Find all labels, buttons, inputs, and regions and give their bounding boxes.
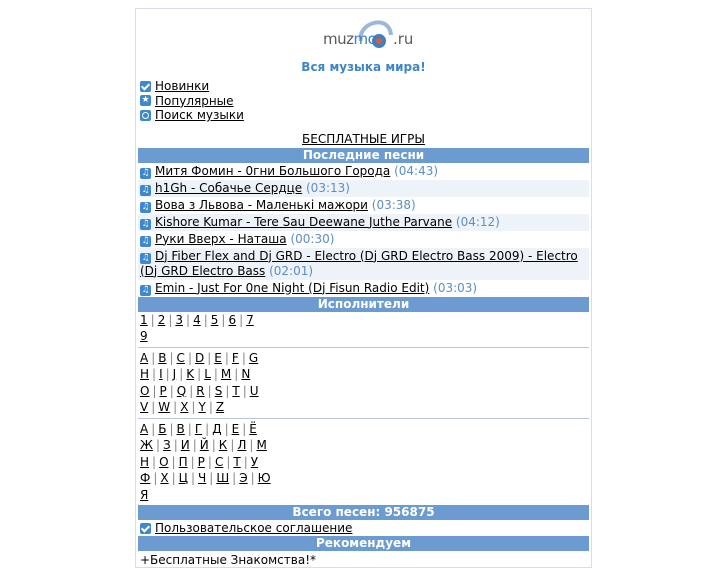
song-duration: (04:43)	[394, 163, 439, 178]
recommend-link[interactable]: +Бесплатные Знакомства!*	[140, 553, 317, 567]
separator: |	[250, 471, 255, 485]
artist-letter-link[interactable]: Й	[199, 438, 209, 452]
artist-letter-link[interactable]: W	[158, 400, 171, 414]
separator: |	[150, 312, 155, 327]
song-list	[136, 163, 591, 297]
artist-letter-link[interactable]: E	[214, 350, 222, 365]
separator: |	[224, 350, 229, 365]
music-note-icon: ♫	[141, 167, 150, 178]
separator: |	[241, 350, 246, 365]
artist-letter-link[interactable]: G	[248, 350, 259, 365]
total-songs-bar: Всего песен: 956875	[138, 505, 589, 520]
music-note-icon: ♫	[141, 284, 150, 295]
separator: |	[239, 312, 244, 327]
song-link[interactable]: Emin - Just For 0ne Night (Dj Fisun Radio Edit)	[155, 280, 430, 295]
song-duration: (00:30)	[290, 231, 335, 246]
artist-letter-link[interactable]: О	[159, 454, 169, 469]
separator: |	[205, 421, 210, 436]
separator: |	[211, 438, 216, 452]
separator: |	[165, 367, 170, 381]
separator: |	[207, 383, 212, 398]
artist-letter-link[interactable]: Н	[140, 454, 150, 469]
song-link[interactable]: Вова з Львова - Маленькі мажори	[155, 197, 368, 212]
separator: |	[221, 312, 226, 327]
song-duration: (03:03)	[433, 280, 478, 295]
separator: |	[173, 438, 178, 452]
artist-letter-link[interactable]: 6	[228, 312, 237, 327]
letter-row	[140, 487, 589, 504]
separator: |	[209, 471, 214, 485]
song-duration: (03:38)	[371, 197, 416, 212]
music-note-icon: ♫	[141, 201, 150, 212]
nav-link-new[interactable]: Новинки	[155, 79, 210, 94]
artist-letter-link[interactable]: Y	[198, 400, 206, 414]
separator: |	[197, 367, 202, 381]
free-games-link[interactable]: БЕСПЛАТНЫЕ ИГРЫ	[302, 131, 425, 146]
separator: |	[171, 454, 176, 469]
artist-letter-link[interactable]: И	[180, 438, 190, 452]
artist-letter-link[interactable]: У	[250, 454, 259, 469]
artist-letter-link[interactable]: H	[140, 367, 150, 381]
separator: |	[226, 454, 231, 469]
separator: |	[191, 400, 196, 414]
check-icon	[140, 81, 151, 92]
separator: |	[152, 367, 157, 381]
letter-row	[140, 383, 589, 400]
artist-letter-link[interactable]: Z	[215, 400, 225, 414]
letter-row	[140, 454, 589, 471]
logo-text: muzmo	[323, 30, 377, 48]
letter-row	[140, 421, 589, 438]
separator: |	[169, 350, 174, 365]
section-header-recommend: Рекомендуем	[138, 536, 589, 551]
separator: |	[171, 471, 176, 485]
separator: |	[224, 421, 229, 436]
artist-letter-link[interactable]: А	[140, 421, 149, 436]
artist-letter-link[interactable]: P	[159, 383, 167, 398]
song-link[interactable]: Руки Вверх - Наташа	[155, 231, 287, 246]
song-item	[138, 231, 589, 248]
artist-letter-link[interactable]: A	[140, 350, 149, 365]
artist-letter-link[interactable]: 5	[210, 312, 219, 327]
recommend-item	[138, 551, 589, 565]
artist-letter-link[interactable]: S	[214, 383, 223, 398]
artist-letter-link[interactable]: 3	[175, 312, 184, 327]
letter-row	[140, 399, 589, 416]
divider	[138, 418, 589, 419]
artist-letter-link[interactable]: Г	[194, 421, 203, 436]
agreement-link[interactable]: Пользовательское соглашение	[155, 521, 353, 535]
music-note-icon: ♫	[141, 235, 150, 246]
separator: |	[192, 438, 197, 452]
separator: |	[151, 350, 156, 365]
artist-letter-link[interactable]: I	[159, 367, 163, 381]
page-container	[135, 8, 592, 568]
nav-item-new[interactable]	[140, 79, 591, 94]
separator: |	[169, 383, 174, 398]
letter-row	[140, 350, 589, 367]
artist-letter-link[interactable]: Е	[231, 421, 240, 436]
letter-row	[140, 437, 589, 454]
artist-letter-link[interactable]: Х	[160, 471, 169, 485]
song-link[interactable]: Митя Фомин - 0гни Большого Города	[155, 163, 391, 178]
song-duration: (04:12)	[455, 214, 500, 229]
music-note-icon: ♫	[141, 184, 150, 195]
artist-letter-link[interactable]: Я	[140, 487, 149, 502]
separator: |	[230, 438, 235, 452]
separator: |	[225, 383, 230, 398]
separator: |	[243, 454, 248, 469]
song-duration: (02:01)	[269, 263, 314, 278]
separator: |	[203, 312, 208, 327]
artist-letter-link[interactable]: Ё	[249, 421, 257, 436]
song-link[interactable]: h1Gh - Собачье Сердце	[155, 180, 303, 195]
artist-letter-link[interactable]: 4	[193, 312, 201, 327]
song-link[interactable]: Kishore Kumar - Tere Sau Deewane Juthe Parvane	[155, 214, 453, 229]
header	[136, 9, 591, 79]
separator: |	[207, 454, 212, 469]
artist-letter-link[interactable]: B	[158, 350, 167, 365]
artist-letter-link[interactable]: Т	[233, 454, 241, 469]
artist-letter-link[interactable]: Д	[212, 421, 222, 436]
separator: |	[208, 400, 213, 414]
artist-letter-link[interactable]: 1	[140, 312, 148, 327]
nav-link-popular[interactable]: Популярные	[155, 93, 234, 108]
artist-letter-link[interactable]: 7	[246, 312, 254, 327]
artist-letter-link[interactable]: U	[249, 383, 259, 398]
separator: |	[152, 454, 157, 469]
artist-letter-link[interactable]: F	[231, 350, 239, 365]
separator: |	[187, 350, 192, 365]
artist-letter-link[interactable]: Ч	[198, 471, 207, 485]
artist-index-cyrillic	[138, 421, 589, 504]
separator: |	[168, 312, 173, 327]
tagline: Вся музыка мира!	[301, 60, 426, 74]
artist-index-latin	[138, 350, 589, 416]
artist-letter-link[interactable]: Р	[197, 454, 205, 469]
letter-row	[140, 470, 589, 487]
separator: |	[187, 421, 192, 436]
site-logo[interactable]	[317, 11, 417, 63]
free-games-row	[136, 132, 591, 148]
separator: |	[173, 400, 178, 414]
song-item	[138, 280, 589, 297]
artist-letter-link[interactable]: Ш	[216, 471, 230, 485]
artist-letter-link[interactable]: C	[176, 350, 185, 365]
artist-letter-link[interactable]: П	[178, 454, 188, 469]
artist-letter-link[interactable]: R	[196, 383, 205, 398]
divider	[138, 347, 589, 348]
section-header-latest: Последние песни	[138, 148, 589, 163]
separator: |	[151, 400, 156, 414]
artist-letter-link[interactable]: Ю	[257, 471, 271, 485]
artist-letter-link[interactable]: 9	[140, 329, 148, 343]
main-nav	[136, 79, 591, 123]
separator: |	[234, 367, 239, 381]
separator: |	[213, 367, 218, 381]
artist-letter-link[interactable]: Ж	[140, 438, 153, 452]
separator: |	[242, 383, 247, 398]
artist-letter-link[interactable]: K	[186, 367, 195, 381]
search-icon	[140, 110, 151, 121]
artist-letter-link[interactable]: Э	[239, 471, 248, 485]
artist-letter-link[interactable]: X	[180, 400, 189, 414]
artist-letter-link[interactable]: Q	[176, 383, 187, 398]
separator: |	[190, 454, 195, 469]
separator: |	[151, 421, 156, 436]
song-item	[138, 163, 589, 180]
artist-letter-link[interactable]: L	[204, 367, 211, 381]
song-item	[138, 214, 589, 231]
artist-letter-link[interactable]: D	[194, 350, 205, 365]
separator: |	[155, 438, 160, 452]
artist-letter-link[interactable]: К	[218, 438, 228, 452]
song-item	[138, 197, 589, 214]
check-icon	[140, 523, 151, 534]
separator: |	[191, 471, 196, 485]
song-duration: (03:13)	[306, 180, 350, 195]
agreement-row	[138, 520, 589, 536]
song-item	[138, 248, 589, 280]
artist-letter-link[interactable]: Ц	[178, 471, 188, 485]
artist-letter-link[interactable]: С	[214, 454, 224, 469]
separator: |	[169, 421, 174, 436]
separator: |	[186, 312, 191, 327]
separator: |	[153, 471, 158, 485]
nav-link-search[interactable]: Поиск музыки	[155, 108, 244, 123]
artist-letter-link[interactable]: М	[256, 438, 267, 452]
nav-item-popular[interactable]	[140, 94, 591, 109]
separator: |	[249, 438, 254, 452]
artist-letter-link[interactable]: N	[241, 367, 251, 381]
music-note-icon: ♫	[141, 252, 150, 263]
artist-letter-link[interactable]: T	[232, 383, 240, 398]
artist-letter-link[interactable]: M	[220, 367, 232, 381]
artist-letter-link[interactable]: J	[172, 367, 177, 381]
separator: |	[189, 383, 194, 398]
artist-letter-link[interactable]: O	[140, 383, 150, 398]
music-note-icon: ♫	[141, 218, 150, 229]
artist-letter-link[interactable]: В	[176, 421, 185, 436]
song-link[interactable]: Dj Fiber Flex and Dj GRD - Electro (Dj GRD Electro Bass 2009) - Electro (Dj GRD Electro Bass	[140, 248, 578, 278]
separator: |	[207, 350, 212, 365]
artist-letter-link[interactable]: З	[162, 438, 171, 452]
artist-letter-link[interactable]: Л	[237, 438, 247, 452]
section-header-artists: Исполнители	[138, 297, 589, 312]
artist-letter-link[interactable]: Б	[158, 421, 167, 436]
artist-letter-link[interactable]: Ф	[140, 471, 151, 485]
separator: |	[179, 367, 184, 381]
artist-letter-link[interactable]: V	[140, 400, 149, 414]
separator: |	[232, 471, 237, 485]
artist-index-digits	[138, 312, 589, 345]
separator: |	[152, 383, 157, 398]
nav-item-search[interactable]	[140, 108, 591, 123]
separator: |	[242, 421, 247, 436]
song-item	[138, 180, 589, 197]
letter-row	[140, 328, 589, 345]
logo-domain: .ru	[393, 30, 414, 48]
letter-row	[140, 366, 589, 383]
star-icon: ★	[141, 95, 150, 106]
letter-row	[140, 312, 589, 329]
artist-letter-link[interactable]: 2	[157, 312, 166, 327]
